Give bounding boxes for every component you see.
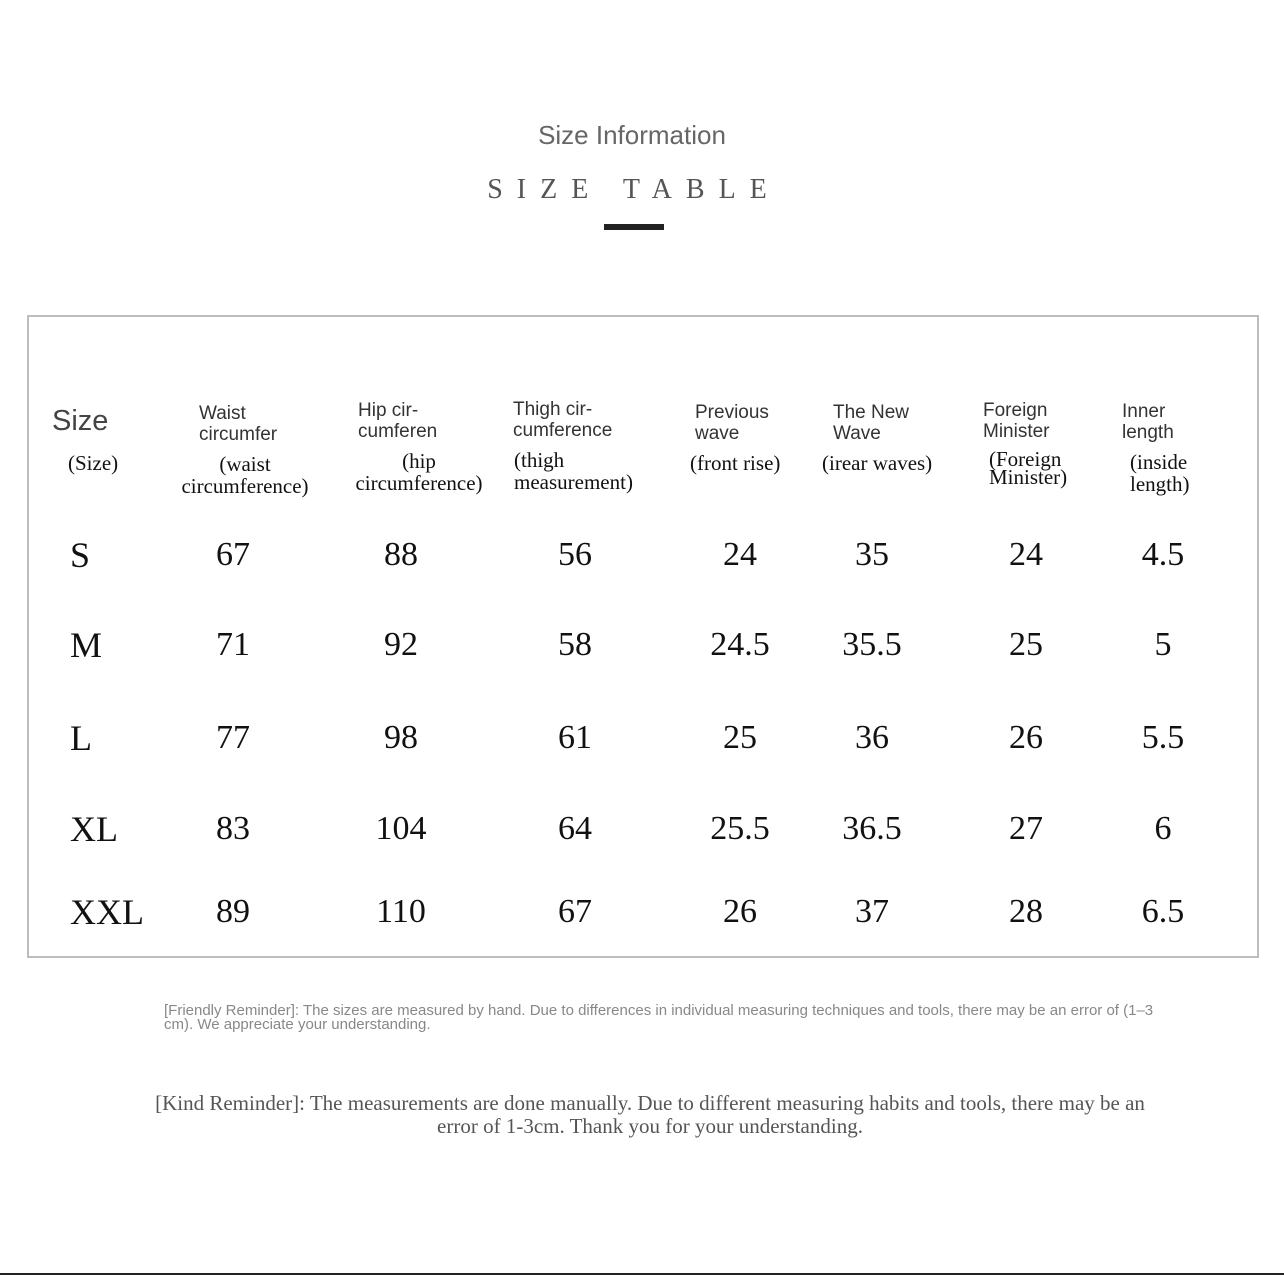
measurement-cell: 5.5 — [1141, 719, 1185, 756]
measurement-cell: 25 — [1009, 626, 1043, 663]
measurement-cell: 27 — [1009, 810, 1043, 847]
measurement-cell: 4.5 — [1141, 536, 1185, 573]
size-table-heading: SIZE TABLE — [487, 174, 781, 205]
header-hip — [344, 400, 494, 494]
measurement-cell: 58 — [558, 626, 592, 663]
measurement-cell: 98 — [384, 719, 418, 756]
heading-underline — [604, 224, 664, 230]
measurement-cell: 56 — [558, 536, 592, 573]
header-hip-en: Hip cir- cumferen — [358, 400, 438, 442]
header-front-rise — [690, 402, 820, 474]
measurement-cell: 24 — [723, 536, 757, 573]
measurement-cell: 24 — [1009, 536, 1043, 573]
measurement-cell: 6.5 — [1141, 893, 1185, 930]
measurement-cell: 25 — [723, 719, 757, 756]
header-thigh — [512, 399, 672, 493]
measurement-cell: 25.5 — [710, 810, 770, 847]
header-outseam — [983, 400, 1093, 489]
header-inseam-cn: (inside length) — [1130, 450, 1190, 496]
friendly-reminder-note: [Friendly Reminder]: The sizes are measured by hand. Due to differences in individual measuring techniques and tools, there may be an error of (1–3 cm). We appreciate your understanding. — [164, 1002, 1154, 1033]
measurement-cell: 110 — [376, 893, 426, 930]
measurement-cell: 61 — [558, 719, 592, 756]
header-size — [52, 406, 118, 474]
measurement-cell: 6 — [1154, 810, 1172, 847]
header-thigh-en: Thigh cir- cumference — [513, 399, 613, 441]
size-label-cell: M — [70, 625, 103, 665]
header-waist-en: Waist circumfer — [199, 403, 278, 445]
header-waist-cn: (waist circumference) — [181, 452, 309, 498]
measurement-cell: 36 — [855, 719, 889, 756]
measurement-cell: 28 — [1009, 893, 1043, 930]
measurement-cell: 89 — [216, 893, 250, 930]
measurement-cell: 88 — [384, 536, 418, 573]
measurement-cell: 83 — [216, 810, 250, 847]
measurement-cell: 67 — [216, 536, 250, 573]
measurement-cell: 24.5 — [710, 626, 770, 663]
measurement-cell: 37 — [855, 893, 889, 930]
measurement-cell: 71 — [216, 626, 250, 663]
measurement-cell: 104 — [375, 810, 427, 847]
measurement-cell: 36.5 — [842, 810, 902, 847]
header-rear-rise-cn: (irear waves) — [822, 451, 933, 475]
measurement-cell: 35 — [855, 536, 889, 573]
measurement-cell: 5 — [1154, 626, 1172, 663]
kind-reminder-note: [Kind Reminder]: The measurements are done manually. Due to different measuring habits and tools, there may be an error of 1-3cm. Thank you for your understanding. — [155, 1091, 1145, 1138]
header-outseam-en: Foreign Minister — [983, 400, 1050, 442]
size-label-cell: XXL — [70, 892, 144, 932]
header-inseam — [1122, 401, 1222, 495]
measurement-cell: 26 — [723, 893, 757, 930]
measurement-cell: 35.5 — [842, 626, 902, 663]
measurement-cell: 64 — [558, 810, 592, 847]
header-rear-rise — [822, 402, 952, 474]
size-label-cell: S — [70, 535, 91, 575]
page-title: Size Information — [538, 120, 726, 150]
size-label-cell: L — [70, 718, 92, 758]
header-size-en: Size — [52, 405, 109, 437]
header-front-rise-cn: (front rise) — [690, 451, 781, 475]
measurement-cell: 77 — [216, 719, 250, 756]
header-inseam-en: Inner length — [1122, 401, 1174, 443]
size-label-cell: XL — [70, 809, 118, 849]
header-waist — [170, 403, 320, 497]
measurement-cell: 26 — [1009, 719, 1043, 756]
header-hip-cn: (hip circumference) — [355, 449, 483, 495]
header-front-rise-en: Previous wave — [695, 402, 769, 444]
header-size-cn: (Size) — [68, 451, 119, 475]
header-rear-rise-en: The New Wave — [833, 402, 910, 444]
measurement-cell: 92 — [384, 626, 418, 663]
measurement-cell: 67 — [558, 893, 592, 930]
header-thigh-cn: (thigh measurement) — [514, 448, 633, 494]
header-outseam-cn: (Foreign Minister) — [989, 447, 1068, 489]
